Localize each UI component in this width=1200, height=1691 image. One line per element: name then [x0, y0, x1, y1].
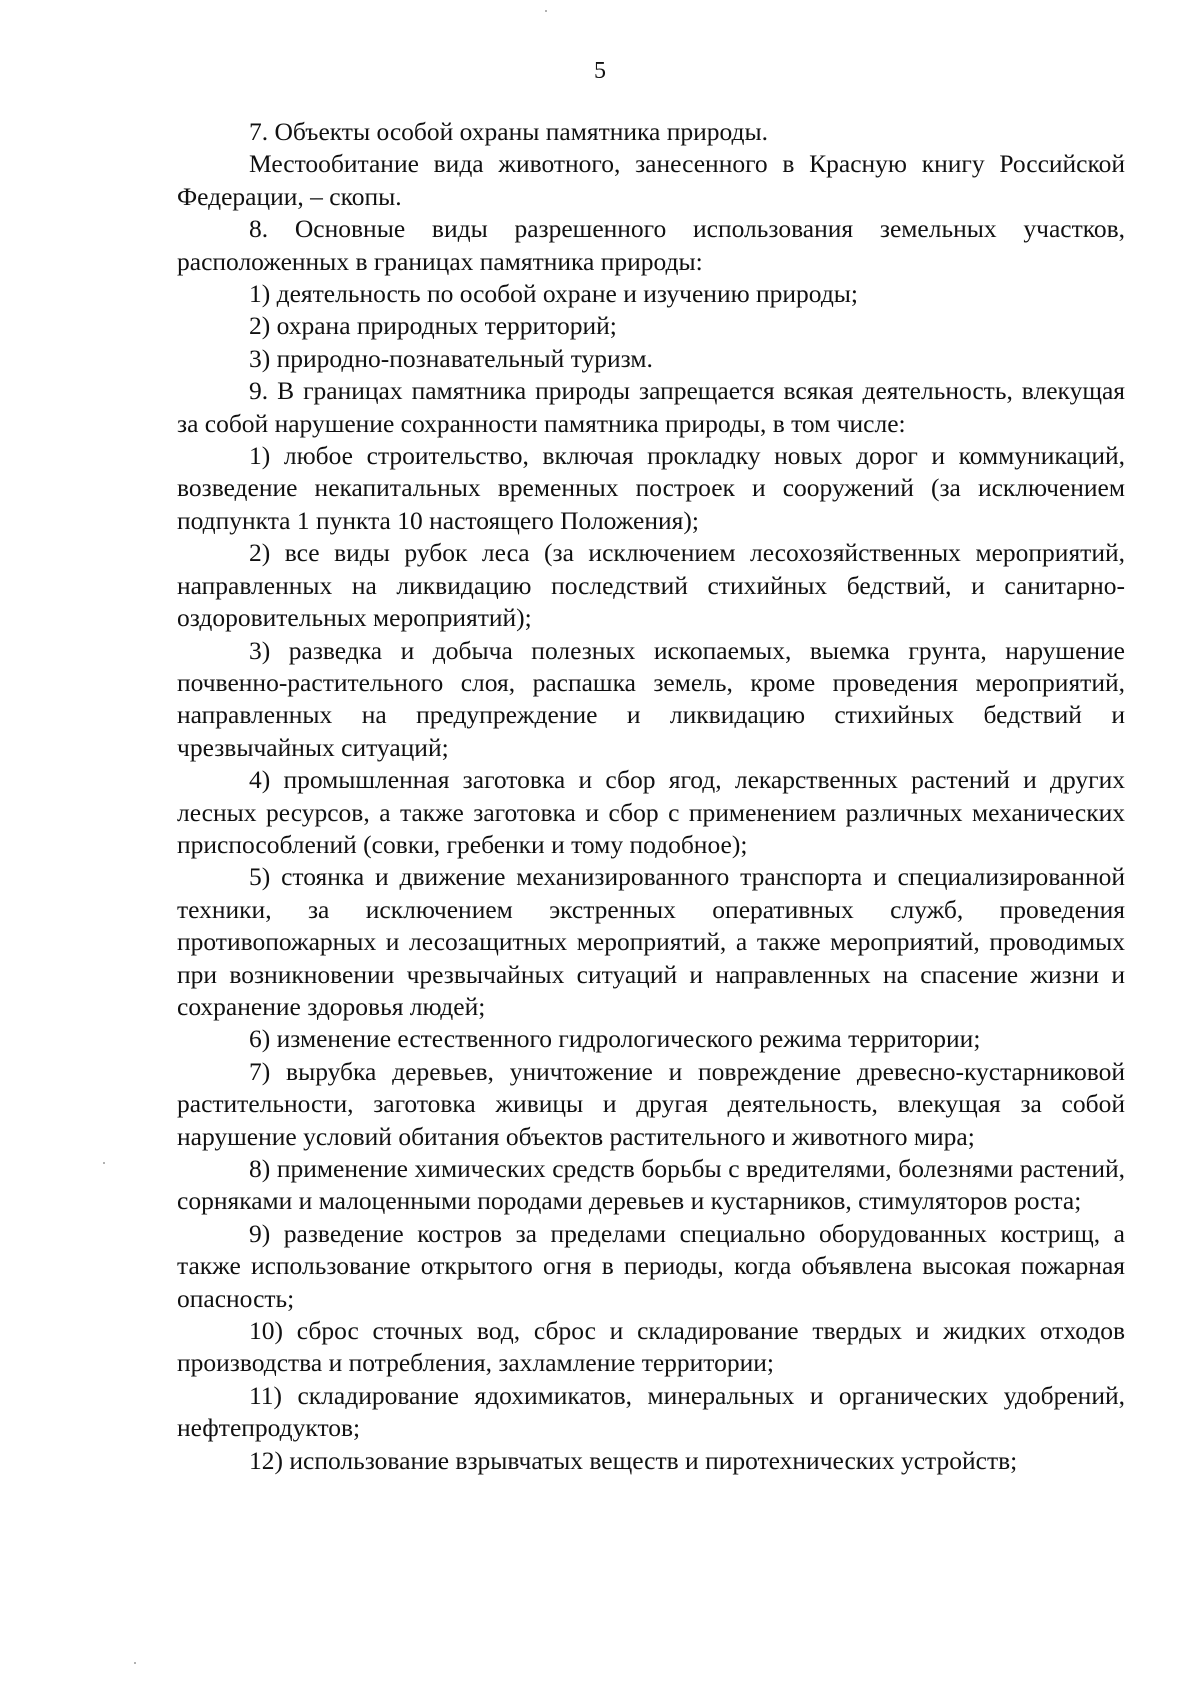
- list-item-9-8: 8) применение химических средств борьбы с вредителями, болезнями растений, сорняками и малоценными породами деревьев и кустарников, стимуляторов роста;: [177, 1154, 1125, 1216]
- list-item-8-3: 3) природно-познавательный туризм.: [249, 343, 653, 373]
- paragraph-habitat: Местообитание вида животного, занесенного в Красную книгу Российской Федерации, – скопы.: [177, 149, 1125, 211]
- scan-speck: [545, 10, 547, 12]
- list-item-9-9: 9) разведение костров за пределами специально оборудованных кострищ, а также использование открытого огня в периоды, когда объявлена высокая пожарная опасность;: [177, 1218, 1125, 1313]
- list-item-9-4: 4) промышленная заготовка и сбор ягод, лекарственных растений и других лесных ресурсов, а также заготовка и сбор с применением различных механических приспособлений (совки, гребенки и тому подобное);: [177, 765, 1125, 859]
- paragraph-section-7: 7. Объекты особой охраны памятника природы.: [249, 117, 769, 146]
- page-number: 5: [594, 58, 606, 84]
- list-item-9-3: 3) разведка и добыча полезных ископаемых, выемка грунта, нарушение почвенно-растительного слоя, распашка земель, кроме проведения мероприятий, направленных на предупреждение и ликвидацию стихийных бедствий и чрезвычайных ситуаций;: [177, 635, 1125, 762]
- list-item-9-1: 1) любое строительство, включая прокладку новых дорог и коммуникаций, возведение некапитальных временных построек и сооружений (за исключением подпункта 1 пункта 10 настоящего Положения);: [177, 441, 1125, 535]
- scan-speck: [134, 1662, 136, 1664]
- list-item-8-1: 1) деятельность по особой охране и изучению природы;: [249, 279, 859, 309]
- list-item-9-7: 7) вырубка деревьев, уничтожение и повреждение древесно-кустарниковой растительности, заготовка живицы и другая деятельность, влекущая за собой нарушение условий обитания объектов растительного и животного мира;: [177, 1056, 1125, 1151]
- list-item-9-12: 12) использование взрывчатых веществ и пиротехнических устройств;: [249, 1445, 1018, 1475]
- list-item-9-10: 10) сброс сточных вод, сброс и складирование твердых и жидких отходов производства и потребления, захламление территории;: [177, 1316, 1125, 1378]
- list-item-9-5: 5) стоянка и движение механизированного транспорта и специализированной техники, за исключением экстренных оперативных служб, проведения противопожарных и лесозащитных мероприятий, а также мероприятий, проводимых при возникновении чрезвычайных ситуаций и направленных на спасение жизни и сохранение здоровья людей;: [177, 862, 1125, 1021]
- scan-speck: [103, 1162, 105, 1164]
- paragraph-section-8: 8. Основные виды разрешенного использования земельных участков, расположенных в границах памятника природы:: [177, 214, 1125, 276]
- list-item-9-6: 6) изменение естественного гидрологического режима территории;: [249, 1024, 981, 1054]
- list-item-8-2: 2) охрана природных территорий;: [249, 311, 617, 341]
- paragraph-section-9: 9. В границах памятника природы запрещается всякая деятельность, влекущая за собой нарушение сохранности памятника природы, в том числе:: [177, 376, 1125, 438]
- document-body: [177, 116, 1125, 1477]
- list-item-9-11: 11) складирование ядохимикатов, минеральных и органических удобрений, нефтепродуктов;: [177, 1380, 1125, 1443]
- list-item-9-2: 2) все виды рубок леса (за исключением лесохозяйственных мероприятий, направленных на ликвидацию последствий стихийных бедствий, и санитарно-оздоровительных мероприятий);: [177, 538, 1125, 633]
